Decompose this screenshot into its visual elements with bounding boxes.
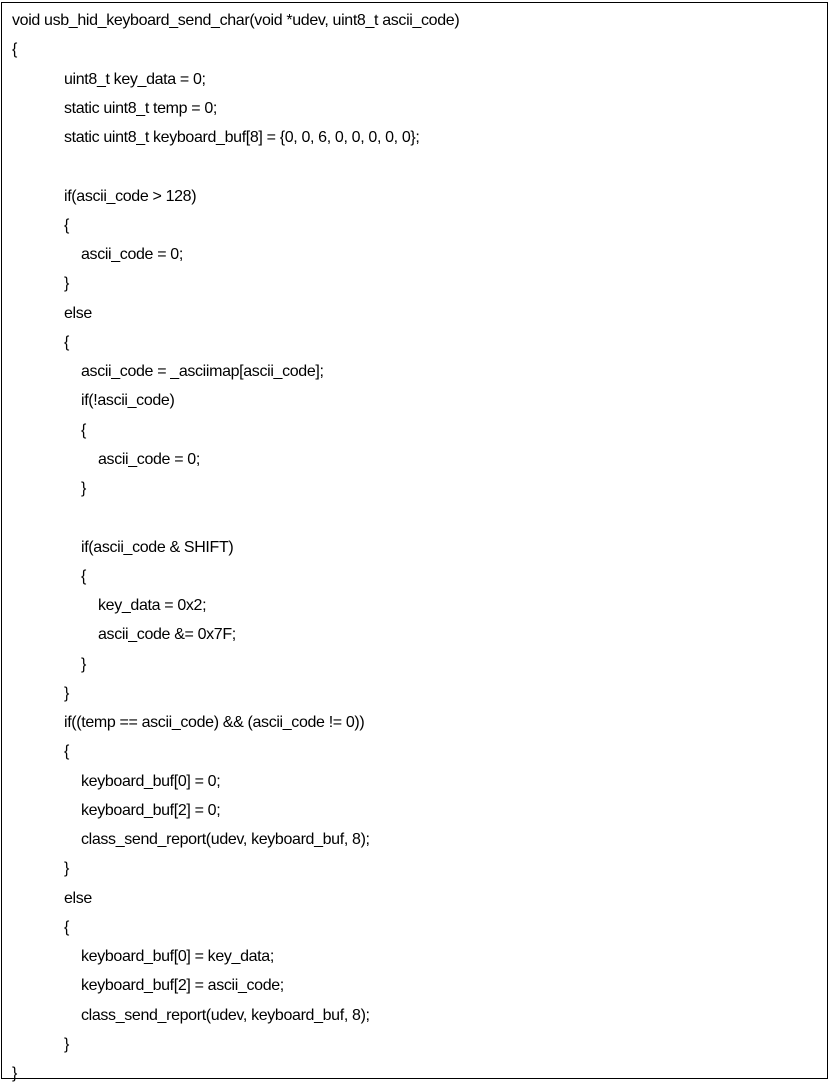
code-line: if(ascii_code & SHIFT) (81, 538, 234, 556)
code-line: { (81, 421, 86, 439)
code-line: { (64, 743, 69, 761)
code-line: } (64, 684, 69, 702)
code-line: } (81, 480, 86, 497)
code-line: } (12, 1065, 17, 1082)
code-line: } (64, 1035, 69, 1053)
code-line: { (64, 216, 69, 234)
code-line: } (81, 655, 86, 673)
code-block (1, 2, 828, 1082)
code-line (2, 503, 459, 532)
code-line: if(!ascii_code) (81, 392, 175, 410)
code-line: ascii_code = 0; (81, 246, 183, 263)
code-line: static uint8_t keyboard_buf[8] = {0, 0, 6, 0, 0, 0, 0, 0}; (64, 129, 420, 146)
code-line: { (64, 333, 69, 351)
code-line: } (64, 275, 69, 293)
code-line: uint8_t key_data = 0; (64, 70, 206, 88)
code-line: { (81, 567, 86, 585)
code-line: ascii_code &= 0x7F; (98, 626, 236, 644)
code-line: class_send_report(udev, keyboard_buf, 8); (81, 831, 370, 848)
code-line: { (64, 918, 69, 936)
code-line: keyboard_buf[0] = key_data; (81, 948, 274, 965)
code-line: if((temp == ascii_code) && (ascii_code != 0)) (64, 714, 365, 731)
code-line: else (64, 304, 92, 322)
code-line: key_data = 0x2; (98, 597, 207, 614)
code-line: keyboard_buf[0] = 0; (81, 772, 221, 790)
code-line: { (12, 41, 17, 59)
code-line: class_send_report(udev, keyboard_buf, 8); (81, 1006, 370, 1024)
code-line: } (64, 860, 69, 878)
code-line: if(ascii_code > 128) (64, 187, 197, 205)
code-line: ascii_code = _asciimap[ascii_code]; (81, 363, 324, 380)
code-line (2, 152, 459, 181)
code-line: void usb_hid_keyboard_send_char(void *udev, uint8_t ascii_code) (12, 12, 460, 29)
code-lines (2, 6, 459, 1088)
code-line: keyboard_buf[2] = ascii_code; (81, 977, 284, 995)
code-line: else (64, 889, 92, 907)
code-line: ascii_code = 0; (98, 450, 200, 468)
code-line: keyboard_buf[2] = 0; (81, 801, 221, 819)
code-line: static uint8_t temp = 0; (64, 99, 218, 117)
